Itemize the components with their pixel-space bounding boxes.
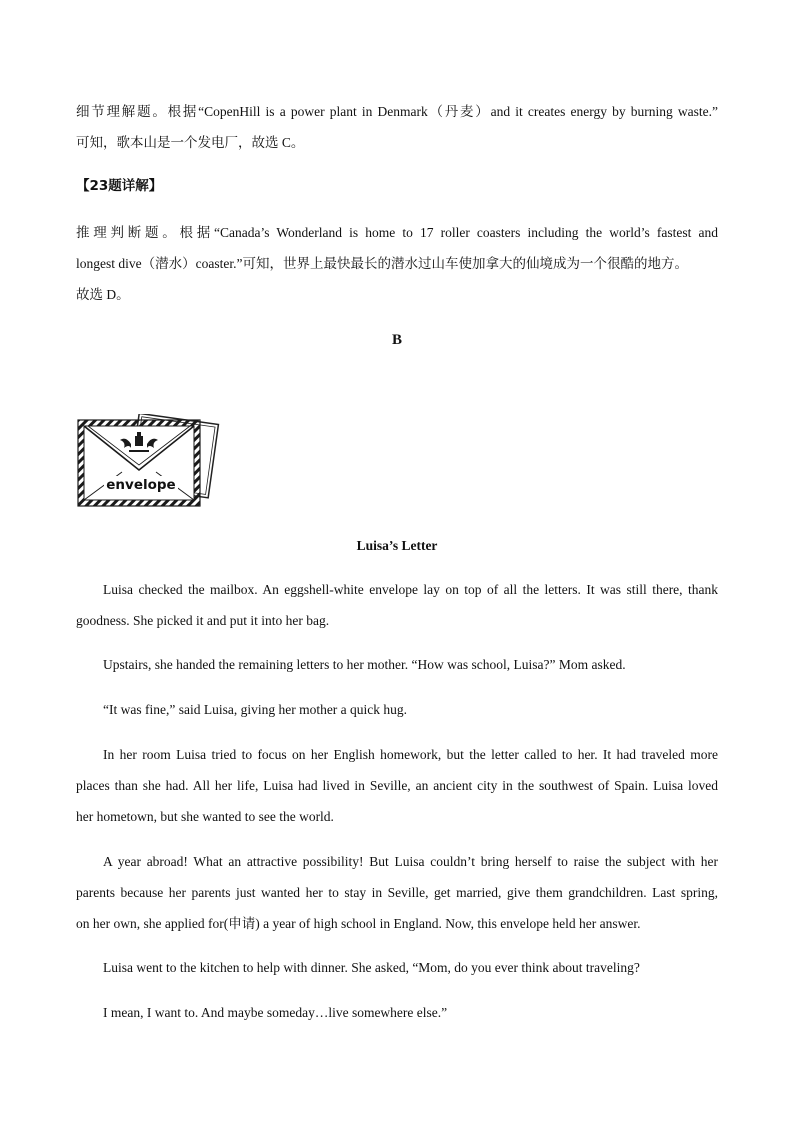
q23-explanation-line-2: longest dive（潜水）coaster.”可知，世界上最快最长的潜水过山车使加拿大的仙境成为一个很酷的地方。 (76, 256, 688, 271)
story-p5-line-3: on her own, she applied for(申请) a year of high school in England. Now, this envelope held her answer. (76, 916, 641, 931)
stamp-label: envelope (106, 477, 176, 493)
q22-explanation-line-2: 可知，歌本山是一个发电厂，故选 C。 (76, 135, 305, 150)
story-p1-line-2: goodness. She picked it and put it into her bag. (76, 613, 330, 628)
story-p6-line-1: Luisa went to the kitchen to help with dinner. She asked, “Mom, do you ever think about traveling? (103, 960, 640, 975)
story-p4-line-3: her hometown, but she wanted to see the world. (76, 809, 334, 824)
story-p7-line-1: I mean, I want to. And maybe someday…live somewhere else.” (103, 1005, 448, 1020)
q23-explanation-line-1: 推理判断题。根据“Canada’s Wonderland is home to 17 roller coasters including the world’s fastest and (76, 225, 718, 240)
q23-heading: 【23题详解】 (76, 178, 163, 194)
story-p5-line-1: A year abroad! What an attractive possibility! But Luisa couldn’t bring herself to raise the subject with her (103, 854, 718, 869)
story-p5-line-2: parents because her parents just wanted her to stay in Seville, get married, give them grandchildren. Last spring, (76, 885, 718, 900)
story-p3-line-1: “It was fine,” said Luisa, giving her mother a quick hug. (103, 702, 408, 717)
envelope-stamp-icon (74, 414, 220, 510)
story-title: Luisa’s Letter (356, 538, 438, 553)
story-p2-line-1: Upstairs, she handed the remaining letters to her mother. “How was school, Luisa?” Mom asked. (103, 657, 626, 672)
story-p4-line-2: places than she had. All her life, Luisa had lived in Seville, an ancient city in the southwest of Spain. Luisa loved (76, 778, 718, 793)
q23-explanation-line-3: 故选 D。 (76, 287, 130, 302)
story-p1-line-1: Luisa checked the mailbox. An eggshell-white envelope lay on top of all the letters. It was still there, thank (103, 582, 718, 597)
envelope-stamp (74, 414, 220, 510)
q22-explanation-line-1: 细节理解题。根据“CopenHill is a power plant in Denmark（丹麦）and it creates energy by burning waste.” (76, 104, 718, 119)
story-p4-line-1: In her room Luisa tried to focus on her English homework, but the letter called to her. It had traveled more (103, 747, 718, 762)
section-letter: B (391, 332, 402, 348)
